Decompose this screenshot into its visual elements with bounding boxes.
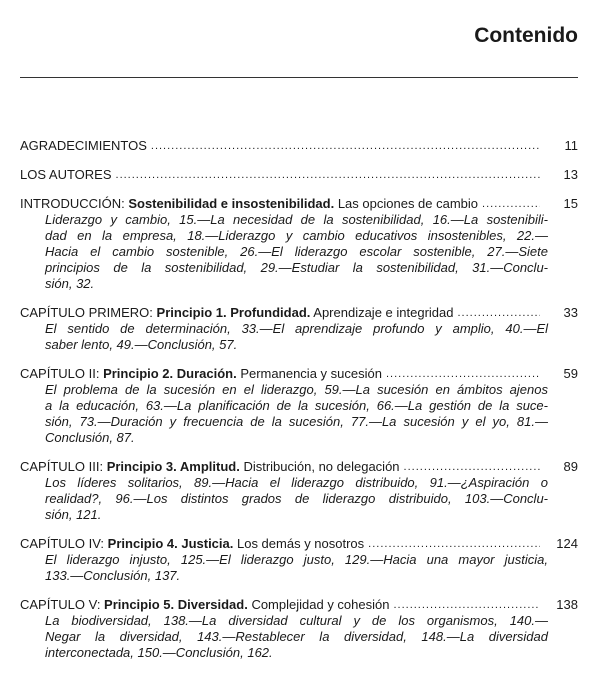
toc-entry — [20, 167, 578, 183]
toc-entry-heading — [20, 138, 578, 154]
toc-entry — [20, 536, 578, 584]
page-number: 33 — [563, 305, 578, 320]
toc-entry-heading — [20, 459, 578, 475]
leader-dots — [386, 366, 540, 382]
page-number: 59 — [563, 366, 578, 381]
entry-title: Principio 1. Profundidad. — [156, 305, 311, 320]
entry-title: Sostenibilidad e insostenibilidad. — [128, 196, 335, 211]
section-line: El liderazgo injusto, 125.—El liderazgo justo, 129.—Hacia una mayor justicia, — [45, 552, 548, 567]
page-number: 11 — [564, 138, 578, 153]
page-number: 13 — [563, 167, 578, 182]
entry-prefix: AGRADECIMIENTOS — [20, 138, 147, 153]
entry-prefix: CAPÍTULO PRIMERO: — [20, 305, 157, 320]
toc-entry — [20, 138, 578, 154]
section-line: principios de la sostenibilidad, 29.—Estudiar la sostenibilidad, 31.—Conclu- — [45, 260, 548, 275]
toc-entry — [20, 366, 578, 446]
entry-prefix: CAPÍTULO IV: — [20, 536, 108, 551]
section-line: Negar la diversidad, 143.—Restablecer la diversidad, 148.—La diversidad — [45, 629, 548, 644]
leader-dots — [482, 196, 540, 212]
section-line: Liderazgo y cambio, 15.—La necesidad de la sostenibilidad, 16.—La sostenibili- — [45, 212, 548, 227]
entry-prefix: INTRODUCCIÓN: — [20, 196, 129, 211]
leader-dots — [116, 167, 540, 183]
page-title: Contenido — [474, 24, 578, 47]
toc-entry-heading — [20, 597, 578, 613]
section-line: saber lento, 49.—Conclusión, 57. — [45, 337, 238, 352]
page-number: 138 — [556, 597, 578, 612]
toc-entry-heading — [20, 366, 578, 382]
toc-entry-heading — [20, 305, 578, 321]
entry-title: Principio 3. Amplitud. — [106, 459, 240, 474]
leader-dots — [151, 138, 540, 154]
toc-entry — [20, 196, 578, 292]
entry-title: Principio 4. Justicia. — [107, 536, 234, 551]
entry-subtitle: Las opciones de cambio — [334, 196, 479, 211]
section-line: sión, 32. — [45, 276, 95, 291]
entry-subtitle: Aprendizaje e integridad — [310, 305, 454, 320]
page-number: 124 — [556, 536, 578, 551]
section-line: dad en la empresa, 18.—Liderazgo y cambio educativos insostenibles, 22.— — [45, 228, 548, 243]
section-line: a la educación, 63.—La planificación de la sucesión, 66.—La gestión de la suce- — [45, 398, 548, 413]
section-list — [45, 321, 548, 353]
section-line: 133.—Conclusión, 137. — [45, 568, 181, 583]
section-list — [45, 212, 548, 292]
section-line: El problema de la sucesión en el liderazgo, 59.—La sucesión en ámbitos ajenos — [45, 382, 548, 397]
toc-entry — [20, 597, 578, 661]
section-line: realidad?, 96.—Los distintos grados de liderazgo distribuido, 103.—Conclu- — [45, 491, 548, 506]
toc-entry — [20, 305, 578, 353]
leader-dots — [368, 536, 540, 552]
entry-subtitle: Complejidad y cohesión — [247, 597, 390, 612]
entry-prefix: LOS AUTORES — [20, 167, 112, 182]
title-divider — [20, 77, 578, 78]
leader-dots — [457, 305, 540, 321]
section-line: El sentido de determinación, 33.—El aprendizaje profundo y amplio, 40.—El — [45, 321, 548, 336]
toc-entry-heading — [20, 167, 578, 183]
leader-dots — [404, 459, 540, 475]
section-line: Hacia el cambio sostenible, 26.—El liderazgo escolar sostenible, 27.—Siete — [45, 244, 548, 259]
toc-entry — [20, 459, 578, 523]
page-number: 15 — [563, 196, 578, 211]
section-line: Conclusión, 87. — [45, 430, 135, 445]
entry-title: Principio 2. Duración. — [103, 366, 237, 381]
entry-prefix: CAPÍTULO II: — [20, 366, 104, 381]
section-line: interconectada, 150.—Conclusión, 162. — [45, 645, 273, 660]
section-list — [45, 475, 548, 523]
entry-prefix: CAPÍTULO III: — [20, 459, 107, 474]
section-list — [45, 382, 548, 446]
entry-subtitle: Distribución, no delegación — [239, 459, 400, 474]
section-line: La biodiversidad, 138.—La diversidad cultural y de los organismos, 140.— — [45, 613, 548, 628]
section-line: sión, 121. — [45, 507, 102, 522]
section-line: Los líderes solitarios, 89.—Hacia el liderazgo distribuido, 91.—¿Aspiración o — [45, 475, 548, 490]
section-list — [45, 552, 548, 584]
toc-entry-heading — [20, 536, 578, 552]
table-of-contents — [20, 138, 578, 674]
entry-subtitle: Los demás y nosotros — [233, 536, 365, 551]
entry-subtitle: Permanencia y sucesión — [236, 366, 382, 381]
entry-prefix: CAPÍTULO V: — [20, 597, 105, 612]
section-line: sión, 73.—Duración y frecuencia de la sucesión, 77.—La sucesión y el yo, 81.— — [45, 414, 548, 429]
toc-entry-heading — [20, 196, 578, 212]
page-number: 89 — [563, 459, 578, 474]
leader-dots — [393, 597, 540, 613]
entry-title: Principio 5. Diversidad. — [104, 597, 248, 612]
section-list — [45, 613, 548, 661]
